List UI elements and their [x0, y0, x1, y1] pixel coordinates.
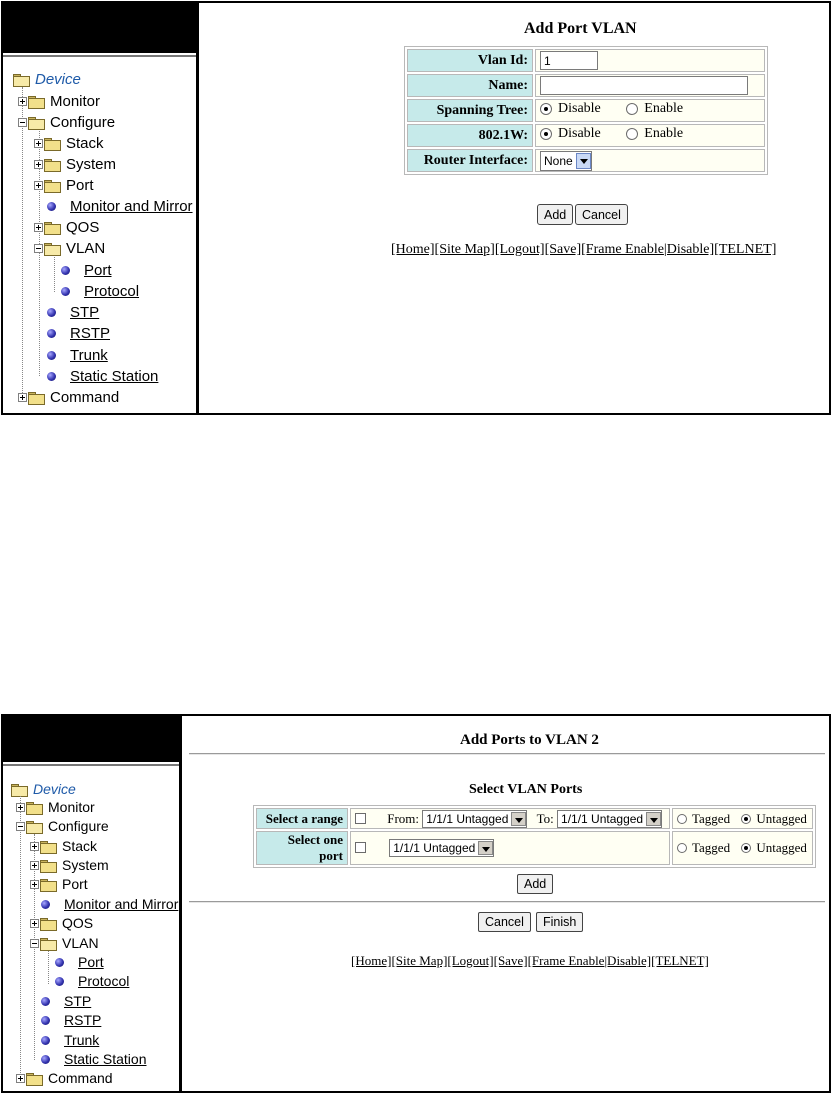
select-value: 1/1/1 Untagged	[393, 841, 476, 855]
expand-icon[interactable]	[34, 181, 43, 190]
tree-link[interactable]: Static Station	[64, 1051, 147, 1067]
tree-item-static-station[interactable]	[41, 1050, 147, 1068]
tree-label: Port	[66, 176, 94, 194]
tree-item-system[interactable]	[30, 856, 109, 874]
name-label: Name:	[407, 74, 533, 97]
tree-label: Monitor	[50, 92, 101, 110]
folder-icon	[26, 1073, 42, 1084]
radio-selected-icon[interactable]	[540, 103, 552, 115]
tree-link[interactable]: RSTP	[70, 324, 111, 342]
cancel-button[interactable]: Cancel	[478, 912, 531, 932]
frame-disable-link[interactable]: |Disable]	[663, 242, 715, 257]
tagged-label: Tagged	[692, 810, 731, 826]
home-link[interactable]: [Home]	[351, 953, 392, 968]
tree-item-vlan-port[interactable]	[55, 953, 104, 971]
folder-icon	[40, 879, 56, 890]
radio-label: Disable	[558, 126, 601, 141]
logout-link[interactable]: [Logout]	[447, 953, 494, 968]
dropdown-arrow-icon[interactable]	[646, 812, 661, 826]
tree-item-trunk[interactable]	[41, 1031, 99, 1049]
tree-item-vlan-protocol[interactable]	[61, 282, 139, 300]
select-range-cell	[350, 808, 670, 829]
tree-item-trunk[interactable]	[47, 346, 108, 364]
tree-item-qos[interactable]	[30, 914, 93, 932]
tree-label: Device	[33, 781, 76, 797]
tree-item-vlan-port[interactable]	[61, 261, 112, 279]
tree-item-device[interactable]	[13, 70, 81, 88]
telnet-link[interactable]: [TELNET]	[651, 953, 709, 968]
router-interface-select[interactable]	[540, 151, 592, 171]
add-port-vlan-window	[1, 1, 831, 415]
expand-icon[interactable]	[18, 97, 27, 106]
folder-icon	[28, 96, 44, 107]
expand-icon[interactable]	[30, 919, 39, 928]
dropdown-arrow-icon[interactable]	[511, 812, 526, 826]
tree-item-vlan-protocol[interactable]	[55, 972, 129, 990]
tree-link[interactable]: STP	[70, 303, 100, 321]
tree-label: QOS	[66, 218, 100, 236]
spanning-tree-enable-option[interactable]	[626, 101, 683, 117]
frame-disable-link[interactable]: |Disable]	[604, 953, 652, 968]
page-title: Add Ports to VLAN 2	[460, 732, 599, 748]
tree-link[interactable]: Protocol	[84, 282, 140, 300]
expand-icon[interactable]	[16, 1074, 25, 1083]
folder-open-icon	[44, 243, 60, 254]
nav-divider	[3, 55, 196, 57]
vlan-form	[404, 46, 768, 175]
site-map-link[interactable]: [Site Map]	[391, 953, 448, 968]
folder-icon	[44, 180, 60, 191]
tree-item-command[interactable]	[16, 1069, 113, 1087]
tree-link[interactable]: Monitor and Mirror	[64, 896, 179, 912]
radio-label: Disable	[558, 101, 601, 116]
select-range-label: Select a range	[256, 808, 348, 829]
tree-item-qos[interactable]	[34, 218, 99, 236]
folder-open-icon	[13, 74, 29, 85]
divider	[189, 901, 825, 903]
section-title: Select VLAN Ports	[469, 782, 583, 797]
tree-item-command[interactable]	[18, 388, 119, 406]
tree-item-rstp[interactable]	[47, 324, 110, 342]
collapse-icon[interactable]	[34, 244, 43, 253]
radio-icon[interactable]	[626, 103, 638, 115]
select-one-port-cell	[350, 831, 670, 865]
bullet-icon	[47, 351, 56, 360]
folder-icon	[44, 222, 60, 233]
content-frame	[202, 3, 829, 413]
add-ports-to-vlan-window	[1, 714, 831, 1093]
bullet-icon	[55, 977, 64, 986]
save-link[interactable]: [Save]	[493, 953, 528, 968]
nav-frame	[3, 716, 182, 1091]
folder-icon	[40, 860, 56, 871]
collapse-icon[interactable]	[16, 822, 25, 831]
tree-label: Command	[50, 388, 120, 406]
tree-item-rstp[interactable]	[41, 1011, 101, 1029]
footer-links	[391, 242, 776, 258]
select-one-port-checkbox[interactable]	[355, 842, 366, 853]
nav-header-banner	[3, 3, 196, 53]
select-value: 1/1/1 Untagged	[426, 811, 509, 826]
footer-links	[351, 953, 709, 969]
tree-item-stp[interactable]	[47, 303, 99, 321]
spanning-tree-label: Spanning Tree:	[407, 99, 533, 122]
tree-label: System	[62, 857, 109, 873]
tree-guide	[20, 796, 21, 1081]
tree-label: Stack	[62, 838, 98, 854]
folder-open-icon	[26, 821, 42, 832]
collapse-icon[interactable]	[30, 939, 39, 948]
tree-link[interactable]: RSTP	[64, 1012, 102, 1028]
expand-icon[interactable]	[34, 160, 43, 169]
tree-item-vlan[interactable]	[30, 934, 99, 952]
vlan-id-input[interactable]	[540, 51, 598, 70]
bullet-icon	[41, 1055, 50, 1064]
tree-label: System	[66, 155, 117, 173]
tree-item-system[interactable]	[34, 155, 116, 173]
tree-item-vlan[interactable]	[34, 239, 105, 257]
dropdown-arrow-icon[interactable]	[478, 841, 493, 855]
add-button[interactable]: Add	[517, 874, 553, 894]
radio-selected-icon[interactable]	[540, 128, 552, 140]
tree-label: Stack	[66, 134, 104, 152]
finish-button[interactable]: Finish	[536, 912, 583, 932]
divider	[189, 753, 825, 755]
save-link[interactable]: [Save]	[544, 242, 582, 257]
telnet-link[interactable]: [TELNET]	[714, 242, 777, 257]
bullet-icon	[61, 266, 70, 275]
frame-enable-link[interactable]: [Frame Enable	[527, 953, 605, 968]
tree-link[interactable]: Monitor and Mirror	[70, 197, 193, 215]
bullet-icon	[61, 287, 70, 296]
radio-icon[interactable]	[677, 843, 687, 853]
select-value: 1/1/1 Untagged	[561, 811, 644, 826]
folder-icon	[40, 841, 56, 852]
folder-open-icon	[28, 117, 44, 128]
ports-form	[253, 805, 816, 868]
dot1w-enable-option[interactable]	[626, 126, 683, 142]
tree-item-monitor-and-mirror[interactable]	[41, 895, 178, 913]
dot1w-disable-option[interactable]	[540, 126, 601, 142]
tree-guide	[48, 951, 49, 984]
expand-icon[interactable]	[16, 803, 25, 812]
bullet-icon	[47, 308, 56, 317]
name-input[interactable]	[540, 76, 748, 95]
bullet-icon	[47, 372, 56, 381]
folder-icon	[44, 159, 60, 170]
tree-label: Device	[35, 70, 81, 88]
radio-label: Enable	[644, 101, 684, 116]
folder-open-icon	[11, 784, 27, 795]
vlan-id-cell	[535, 49, 765, 72]
add-button[interactable]: Add	[537, 204, 573, 225]
bullet-icon	[55, 958, 64, 967]
frame-enable-link[interactable]: [Frame Enable	[581, 242, 664, 257]
expand-icon[interactable]	[30, 880, 39, 889]
bullet-icon	[47, 329, 56, 338]
nav-frame	[3, 3, 199, 413]
folder-icon	[40, 918, 56, 929]
select-range-checkbox[interactable]	[355, 813, 366, 824]
tree-label: VLAN	[66, 239, 106, 257]
tree-item-monitor[interactable]	[16, 798, 95, 816]
bullet-icon	[41, 900, 50, 909]
to-port-select[interactable]	[557, 810, 662, 828]
tree-label: VLAN	[62, 935, 99, 951]
cancel-button[interactable]: Cancel	[575, 204, 628, 225]
bullet-icon	[41, 1016, 50, 1025]
untagged-label: Untagged	[756, 840, 807, 855]
tree-item-static-station[interactable]	[47, 367, 158, 385]
tree-label: Port	[62, 876, 88, 892]
tree-item-configure[interactable]	[16, 817, 109, 835]
radio-icon[interactable]	[626, 128, 638, 140]
tree-guide	[54, 257, 55, 292]
logout-link[interactable]: [Logout]	[494, 242, 545, 257]
tree-link[interactable]: STP	[64, 993, 92, 1009]
home-link[interactable]: [Home]	[391, 242, 435, 257]
tree-link[interactable]: Trunk	[70, 346, 108, 364]
dropdown-arrow-icon[interactable]	[576, 153, 591, 169]
radio-selected-icon[interactable]	[741, 814, 751, 824]
tree-item-port[interactable]	[30, 875, 88, 893]
expand-icon[interactable]	[30, 861, 39, 870]
bullet-icon	[47, 202, 56, 211]
dot1w-label: 802.1W:	[407, 124, 533, 147]
radio-label: Enable	[644, 126, 684, 141]
folder-icon	[44, 138, 60, 149]
tree-item-stp[interactable]	[41, 992, 91, 1010]
nav-divider	[3, 764, 179, 766]
nav-header-banner	[3, 716, 179, 762]
tree-link[interactable]: Trunk	[64, 1032, 100, 1048]
site-map-link[interactable]: [Site Map]	[434, 242, 495, 257]
from-label: From:	[387, 810, 420, 826]
folder-icon	[28, 392, 44, 403]
select-one-port-label: Select one port	[256, 831, 348, 865]
tree-label: Command	[48, 1070, 113, 1086]
tree-item-stack[interactable]	[30, 837, 97, 855]
tree-link[interactable]: Port	[84, 261, 112, 279]
tree-item-port[interactable]	[34, 176, 94, 194]
radio-icon[interactable]	[677, 814, 687, 824]
bullet-icon	[41, 997, 50, 1006]
router-interface-cell	[535, 149, 765, 172]
select-value: None	[544, 153, 573, 168]
tree-link[interactable]: Static Station	[70, 367, 159, 385]
tree-item-configure[interactable]	[18, 113, 115, 131]
expand-icon[interactable]	[34, 223, 43, 232]
folder-icon	[26, 802, 42, 813]
dot1w-cell	[535, 124, 765, 147]
radio-selected-icon[interactable]	[741, 843, 751, 853]
range-tag-cell	[672, 808, 813, 829]
page-title: Add Port VLAN	[524, 20, 637, 37]
tree-item-stack[interactable]	[34, 134, 104, 152]
one-port-select[interactable]	[389, 839, 494, 857]
tree-item-monitor[interactable]	[18, 92, 100, 110]
to-label: To:	[536, 810, 554, 826]
bullet-icon	[41, 1036, 50, 1045]
from-port-select[interactable]	[422, 810, 527, 828]
expand-icon[interactable]	[34, 139, 43, 148]
tree-label: Configure	[48, 818, 109, 834]
untagged-label: Untagged	[756, 810, 807, 826]
tree-label: QOS	[62, 915, 94, 931]
tree-link[interactable]: Protocol	[78, 973, 130, 989]
expand-icon[interactable]	[18, 393, 27, 402]
collapse-icon[interactable]	[18, 118, 27, 127]
tree-item-monitor-and-mirror[interactable]	[47, 197, 193, 215]
tagged-label: Tagged	[692, 840, 731, 855]
spanning-tree-disable-option[interactable]	[540, 101, 601, 117]
content-frame	[185, 716, 829, 1091]
spanning-tree-cell	[535, 99, 765, 122]
folder-open-icon	[40, 938, 56, 949]
tree-guide	[22, 87, 23, 399]
tree-link[interactable]: Port	[78, 954, 104, 970]
one-port-tag-cell	[672, 831, 813, 865]
vlan-id-label: Vlan Id:	[407, 49, 533, 72]
tree-label: Monitor	[48, 799, 95, 815]
expand-icon[interactable]	[30, 842, 39, 851]
router-interface-label: Router Interface:	[407, 149, 533, 172]
name-cell	[535, 74, 765, 97]
tree-label: Configure	[50, 113, 116, 131]
